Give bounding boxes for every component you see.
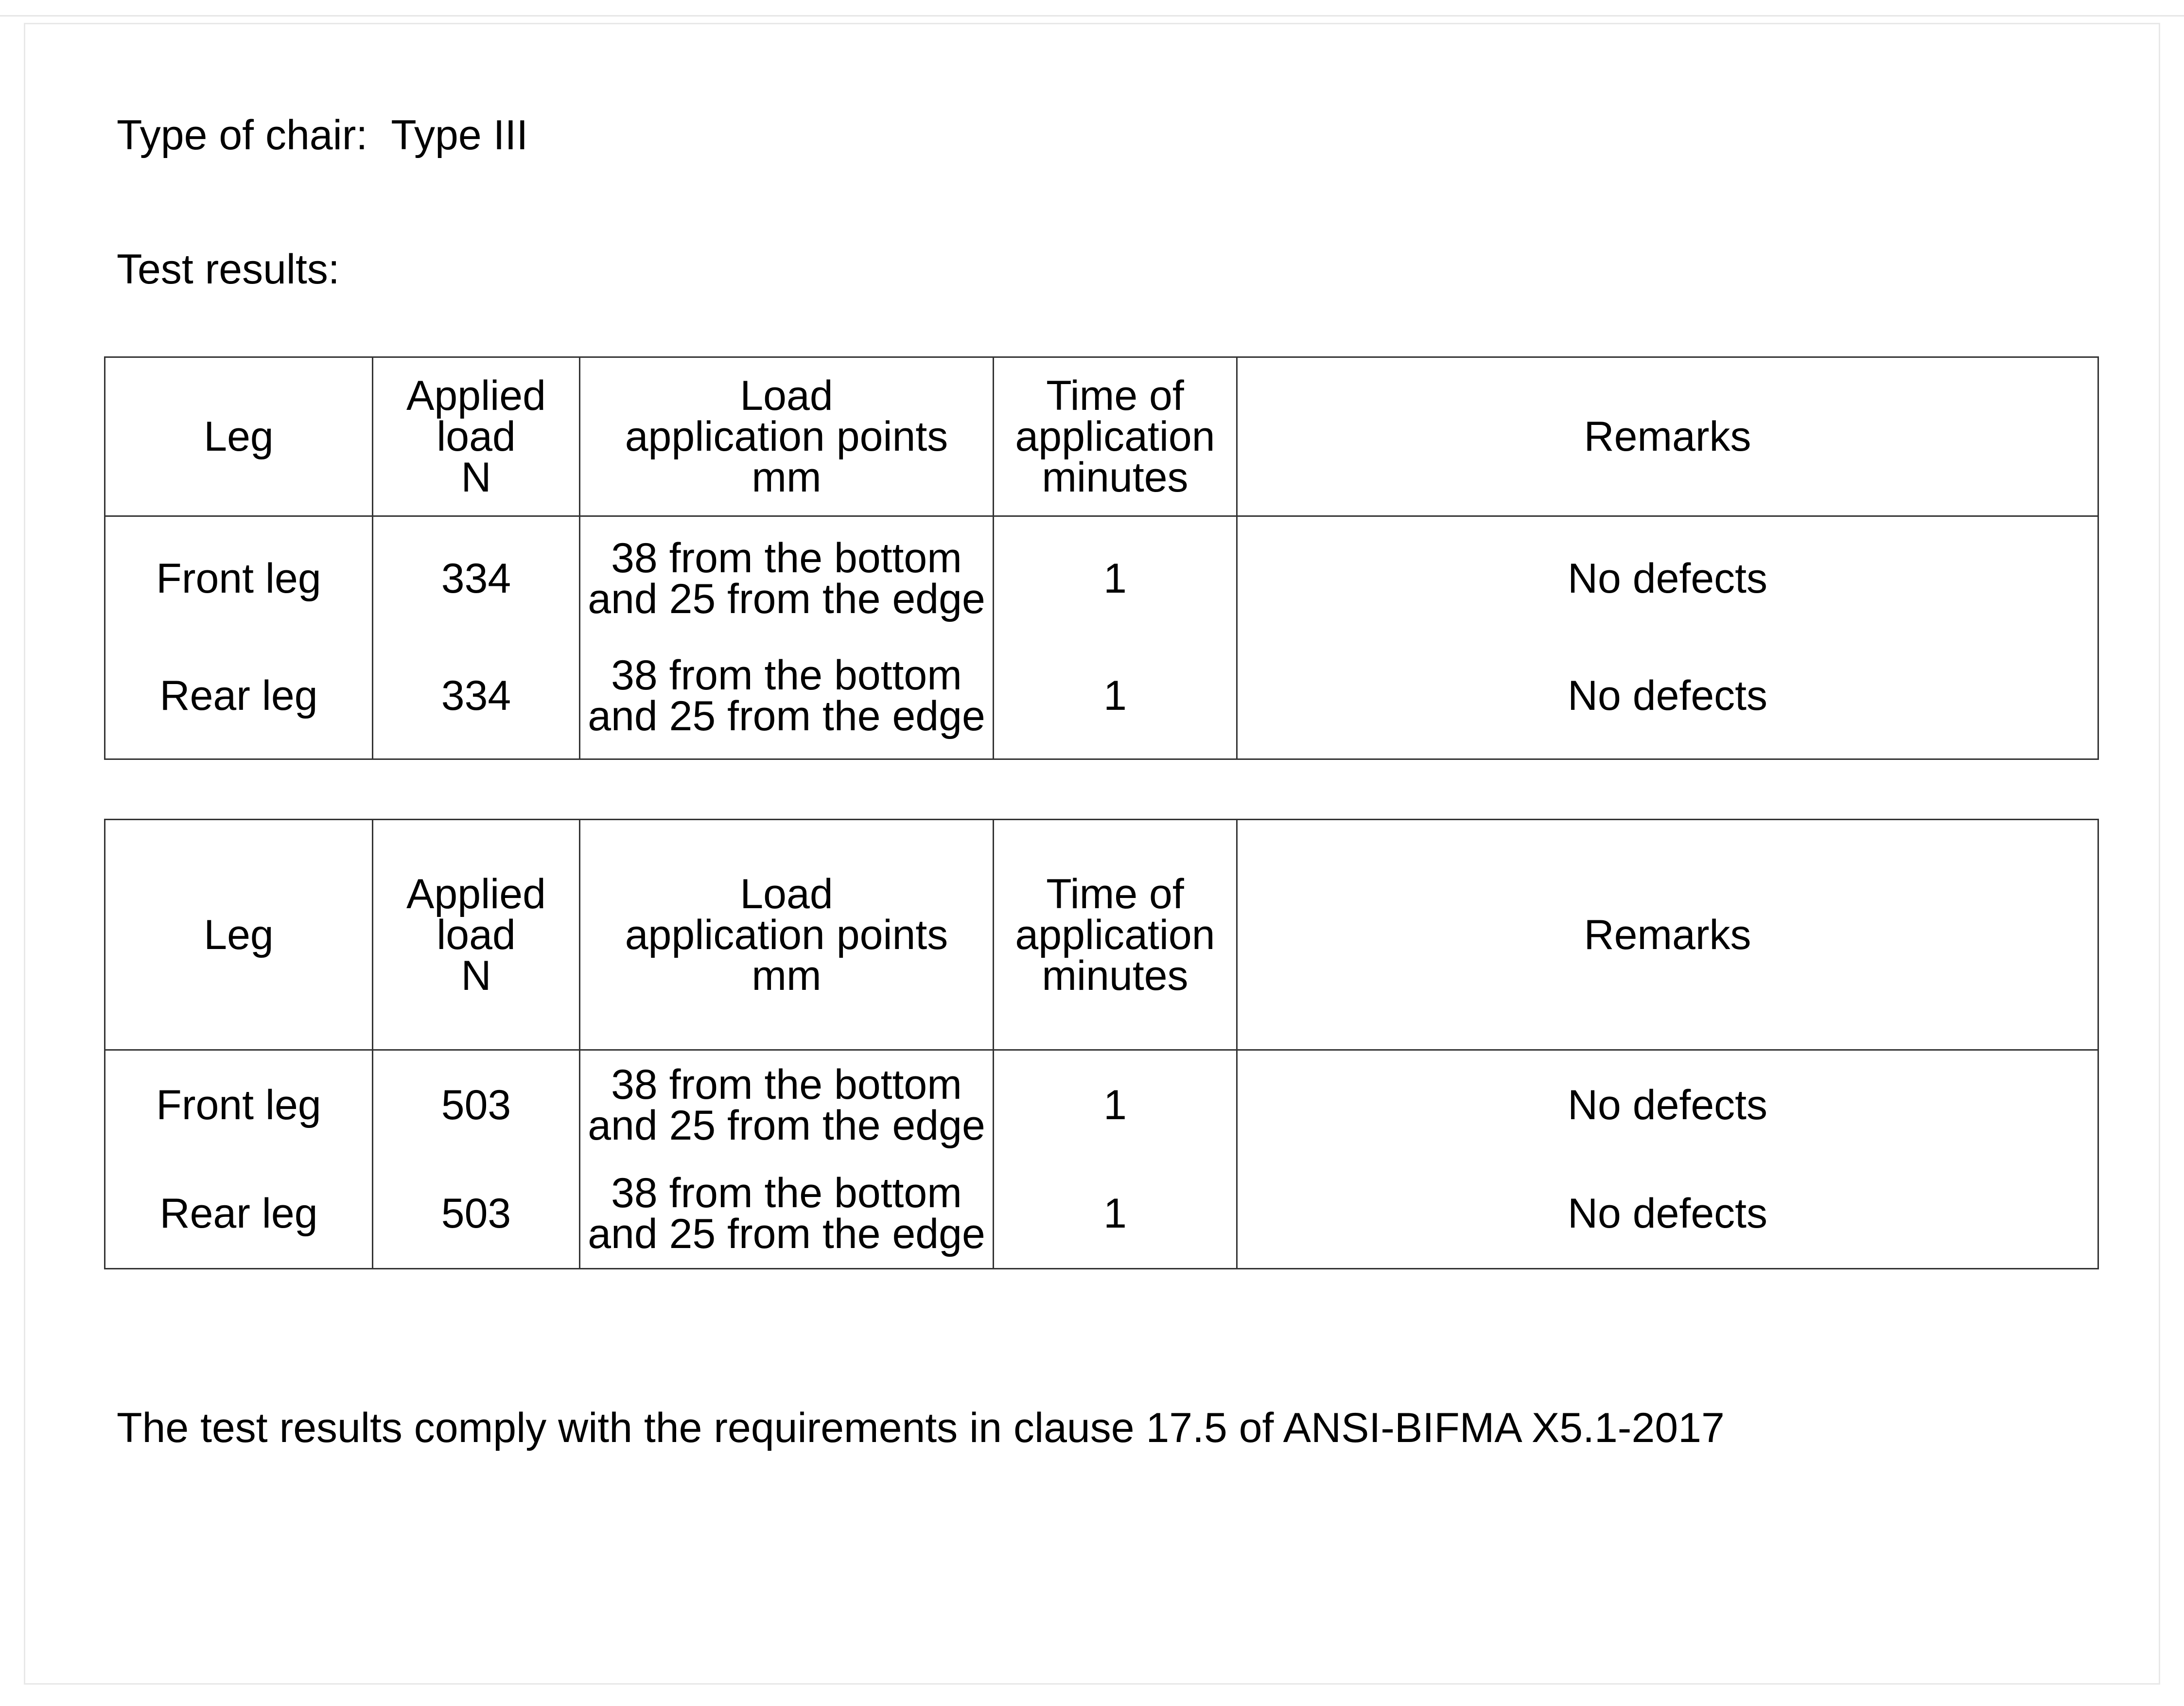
table-row [105, 638, 2098, 759]
cell-applied-load: 503 [373, 1050, 580, 1160]
table-header-row [105, 357, 2098, 516]
cell-time: 1 [994, 516, 1237, 638]
cell-load-points: 38 from the bottom and 25 from the edge [580, 1050, 994, 1160]
cell-load-points: 38 from the bottom and 25 from the edge [580, 638, 994, 759]
table-header-row [105, 820, 2098, 1050]
cell-applied-load: 334 [373, 638, 580, 759]
header-load-points: Load application points mm [580, 820, 994, 1050]
header-remarks: Remarks [1237, 820, 2098, 1050]
header-load-points: Load application points mm [580, 357, 994, 516]
test-results-heading: Test results: [117, 246, 340, 293]
header-leg: Leg [105, 820, 373, 1050]
cell-leg: Front leg [105, 1050, 373, 1160]
header-remarks: Remarks [1237, 357, 2098, 516]
cell-time: 1 [994, 1050, 1237, 1160]
cell-load-points: 38 from the bottom and 25 from the edge [580, 516, 994, 638]
header-time-of-application: Time of application minutes [994, 357, 1237, 516]
table-row [105, 1160, 2098, 1269]
table-row [105, 516, 2098, 638]
table-row [105, 1050, 2098, 1160]
cell-time: 1 [994, 1160, 1237, 1269]
header-leg: Leg [105, 357, 373, 516]
cell-leg: Front leg [105, 516, 373, 638]
results-table-1 [104, 356, 2099, 760]
header-time-of-application: Time of application minutes [994, 820, 1237, 1050]
cell-time: 1 [994, 638, 1237, 759]
results-table-2 [104, 819, 2099, 1269]
chair-type-line [117, 111, 528, 159]
header-applied-load: Applied load N [373, 820, 580, 1050]
cell-leg: Rear leg [105, 638, 373, 759]
cell-remarks: No defects [1237, 638, 2098, 759]
top-divider [0, 15, 2184, 17]
chair-type-value: Type III [391, 112, 528, 158]
cell-remarks: No defects [1237, 1160, 2098, 1269]
cell-load-points: 38 from the bottom and 25 from the edge [580, 1160, 994, 1269]
chair-type-label: Type of chair: [117, 112, 368, 158]
cell-leg: Rear leg [105, 1160, 373, 1269]
cell-remarks: No defects [1237, 516, 2098, 638]
header-applied-load: Applied load N [373, 357, 580, 516]
cell-applied-load: 334 [373, 516, 580, 638]
cell-applied-load: 503 [373, 1160, 580, 1269]
cell-remarks: No defects [1237, 1050, 2098, 1160]
compliance-statement: The test results comply with the requirements in clause 17.5 of ANSI-BIFMA X5.1-2017 [117, 1405, 1725, 1451]
